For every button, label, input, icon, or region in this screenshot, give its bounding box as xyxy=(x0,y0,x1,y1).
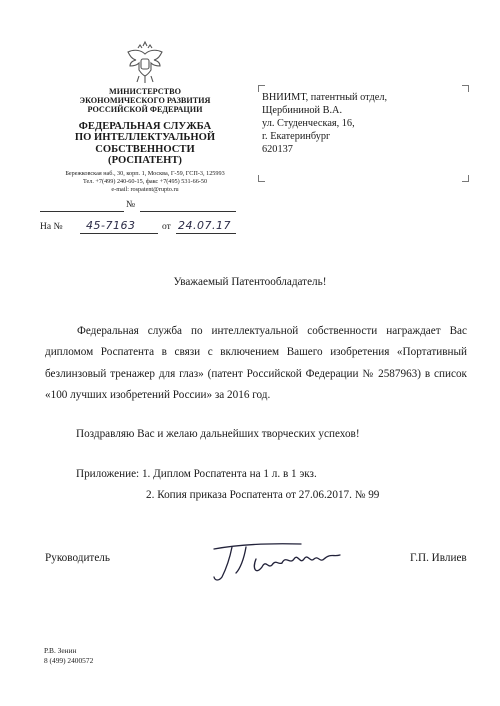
attachment-item-2: 2. Копия приказа Роспатента от 27.06.2017. № 99 xyxy=(146,489,380,501)
attachment-item-1: Приложение: 1. Диплом Роспатента на 1 л. в 1 экз. xyxy=(76,468,317,480)
executor-name: Р.В. Зенин xyxy=(44,646,77,655)
service-line: (РОСПАТЕНТ) xyxy=(108,155,182,167)
ref-number: 45-7163 xyxy=(86,219,136,232)
ministry-line: РОССИЙСКОЙ ФЕДЕРАЦИИ xyxy=(87,105,203,115)
ministry-title xyxy=(60,87,230,115)
addressee-line: ВНИИМТ, патентный отдел, xyxy=(262,92,388,103)
service-line: СОБСТВЕННОСТИ xyxy=(95,143,195,155)
reg-blank-right xyxy=(140,211,236,212)
ref-date-underline xyxy=(176,233,236,234)
double-headed-eagle-emblem-icon xyxy=(122,40,168,86)
ministry-line: МИНИСТЕРСТВО xyxy=(109,87,181,96)
address-line: Бережковская наб., 30, корп. 1, Москва, Г-59, ГСП-3, 125993 xyxy=(65,170,225,177)
handwritten-signature xyxy=(206,535,356,587)
reg-blank-left xyxy=(40,211,124,212)
service-title xyxy=(60,121,230,167)
reg-number-mark: № xyxy=(126,200,136,210)
signer-role: Руководитель xyxy=(45,552,110,564)
signer-name: Г.П. Ивлиев xyxy=(410,552,467,564)
addressee-corner-mark xyxy=(462,175,469,182)
addressee-line: Щербининой В.А. xyxy=(262,105,343,116)
ref-date-prefix: от xyxy=(162,222,171,232)
congratulations-line: Поздравляю Вас и желаю дальнейших творческих успехов! xyxy=(76,428,360,440)
ref-date: 24.07.17 xyxy=(178,219,231,232)
greeting: Уважаемый Патентообладатель! xyxy=(173,276,327,288)
main-paragraph: Федеральная служба по интеллектуальной собственности награждает Вас дипломом Роспатента в связи с включением Вашего изобретения «Портативный безлинзовый тренажер для глаз» (патент Российской Федерации № 2587963) в список «100 лучших изобретений России» за 2016 год. xyxy=(45,325,467,402)
addressee-line: ул. Студенческая, 16, xyxy=(262,118,355,129)
addressee-corner-mark xyxy=(258,175,265,182)
executor-footer xyxy=(44,646,93,666)
contacts-block xyxy=(40,170,250,194)
addressee-block xyxy=(262,91,462,156)
addressee-line: 620137 xyxy=(262,144,293,155)
phone-line: Тел. +7(499) 240-60-15, факс +7(495) 531-66-50 xyxy=(82,178,208,185)
ref-prefix: На № xyxy=(40,222,63,232)
addressee-line: г. Екатеринбург xyxy=(262,131,331,142)
executor-phone: 8 (499) 2400572 xyxy=(44,656,94,665)
ministry-line: ЭКОНОМИЧЕСКОГО РАЗВИТИЯ xyxy=(79,96,211,106)
service-line: ФЕДЕРАЛЬНАЯ СЛУЖБА xyxy=(78,121,212,132)
service-line: ПО ИНТЕЛЛЕКТУАЛЬНОЙ xyxy=(74,132,216,144)
addressee-corner-mark xyxy=(462,85,469,92)
email-line: e-mail: rospatent@rupto.ru xyxy=(111,186,179,193)
ref-number-underline xyxy=(80,233,158,234)
